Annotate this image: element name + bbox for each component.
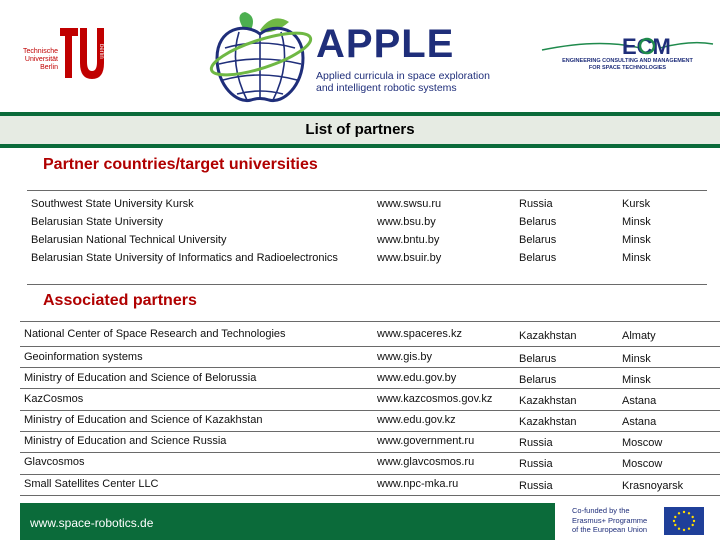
partner-url[interactable]: www.swsu.ru xyxy=(377,198,442,210)
ecm-logo-text: ECM xyxy=(622,34,671,59)
associated-url[interactable]: www.government.ru xyxy=(377,435,475,447)
tu-logo-side-text: berlin xyxy=(98,44,104,59)
table-row xyxy=(0,234,720,252)
tu-logo-line-1: Technische xyxy=(22,48,58,55)
associated-city: Minsk xyxy=(622,353,651,365)
tu-logo-text xyxy=(18,48,58,72)
associated-city: Astana xyxy=(622,416,657,428)
tu-logo-line-2: Universität xyxy=(24,56,58,63)
associated-city: Astana xyxy=(622,395,657,407)
apple-subtitle-line-1: Applied curricula in space exploration xyxy=(316,70,490,82)
table-row xyxy=(0,252,720,270)
associated-name: KazCosmos xyxy=(24,393,84,405)
row-divider xyxy=(20,367,720,368)
row-divider xyxy=(20,495,720,496)
apple-subtitle xyxy=(316,70,490,94)
associated-country: Kazakhstan xyxy=(519,416,577,428)
partner-country: Belarus xyxy=(519,234,557,246)
associated-country: Belarus xyxy=(519,353,557,365)
partner-city: Kursk xyxy=(622,198,651,210)
partner-url[interactable]: www.bsu.by xyxy=(377,216,436,228)
eu-text-line-3: of the European Union xyxy=(572,525,648,534)
row-divider xyxy=(20,452,720,453)
ecm-subtitle-line-2: FOR SPACE TECHNOLOGIES xyxy=(588,65,667,71)
eu-text-line-1: Co-funded by the xyxy=(572,506,630,515)
associated-country: Kazakhstan xyxy=(519,330,577,342)
eu-flag-icon xyxy=(664,507,704,535)
partner-table-bottom-rule xyxy=(27,284,707,285)
associated-table-top-rule xyxy=(20,321,720,322)
associated-city: Minsk xyxy=(622,374,651,386)
partner-country: Belarus xyxy=(519,252,557,264)
eu-funding-text xyxy=(572,506,647,535)
row-divider xyxy=(20,346,720,347)
associated-country: Belarus xyxy=(519,374,557,386)
apple-logo-icon xyxy=(205,8,315,108)
apple-subtitle-line-2: and intelligent robotic systems xyxy=(316,82,457,94)
partner-city: Minsk xyxy=(622,234,651,246)
associated-section-heading: Associated partners xyxy=(43,292,197,309)
partner-name: Belarusian National Technical University xyxy=(31,234,227,246)
partner-city: Minsk xyxy=(622,252,651,264)
row-divider xyxy=(20,431,720,432)
partner-table-top-rule xyxy=(27,190,707,191)
associated-country: Russia xyxy=(519,458,553,470)
partner-section-heading: Partner countries/target universities xyxy=(43,156,318,173)
row-divider xyxy=(20,410,720,411)
row-divider xyxy=(20,474,720,475)
associated-name: Small Satellites Center LLC xyxy=(24,478,159,490)
associated-url[interactable]: www.npc-mka.ru xyxy=(377,478,459,490)
associated-url[interactable]: www.kazcosmos.gov.kz xyxy=(377,393,493,405)
associated-city: Almaty xyxy=(622,330,656,342)
associated-name: Ministry of Education and Science Russia xyxy=(24,435,227,447)
associated-city: Moscow xyxy=(622,437,663,449)
table-row xyxy=(0,216,720,234)
footer-url-link[interactable]: www.space-robotics.de xyxy=(30,516,154,530)
partner-country: Belarus xyxy=(519,216,557,228)
apple-title: APPLE xyxy=(316,22,455,66)
partner-name: Southwest State University Kursk xyxy=(31,198,194,210)
partner-url[interactable]: www.bsuir.by xyxy=(377,252,442,264)
associated-country: Russia xyxy=(519,480,553,492)
associated-name: Ministry of Education and Science of Belorussia xyxy=(24,372,257,384)
tu-logo-line-3: Berlin xyxy=(40,64,58,71)
partner-city: Minsk xyxy=(622,216,651,228)
associated-country: Russia xyxy=(519,437,553,449)
page-title: List of partners xyxy=(305,121,415,138)
associated-name: Geoinformation systems xyxy=(24,351,143,363)
associated-country: Kazakhstan xyxy=(519,395,577,407)
ecm-subtitle-line-1: ENGINEERING CONSULTING AND MANAGEMENT xyxy=(562,58,693,64)
associated-url[interactable]: www.glavcosmos.ru xyxy=(377,456,475,468)
associated-name: Ministry of Education and Science of Kazakhstan xyxy=(24,414,263,426)
associated-name: National Center of Space Research and Technologies xyxy=(24,328,286,340)
associated-name: Glavcosmos xyxy=(24,456,85,468)
associated-url[interactable]: www.edu.gov.by xyxy=(377,372,457,384)
partner-name: Belarusian State University xyxy=(31,216,164,228)
partner-name: Belarusian State University of Informatics and Radioelectronics xyxy=(31,252,338,264)
associated-city: Moscow xyxy=(622,458,663,470)
associated-url[interactable]: www.spaceres.kz xyxy=(377,328,462,340)
eu-text-line-2: Erasmus+ Programme xyxy=(572,515,648,525)
associated-url[interactable]: www.edu.gov.kz xyxy=(377,414,456,426)
table-row xyxy=(0,198,720,216)
partner-url[interactable]: www.bntu.by xyxy=(377,234,440,246)
ecm-subtitle xyxy=(545,58,710,72)
associated-city: Krasnoyarsk xyxy=(622,480,684,492)
associated-url[interactable]: www.gis.by xyxy=(377,351,433,363)
partner-country: Russia xyxy=(519,198,553,210)
row-divider xyxy=(20,388,720,389)
